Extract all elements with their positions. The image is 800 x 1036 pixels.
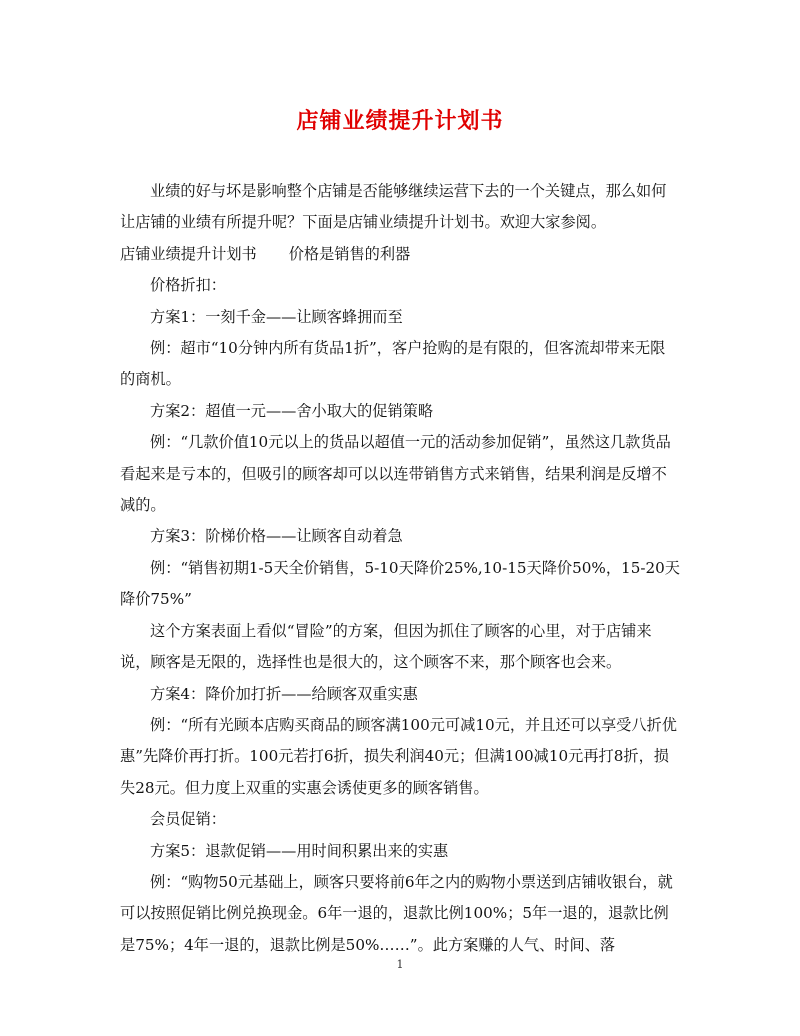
plan2-title: 方案2：超值一元——舍小取大的促销策略 xyxy=(150,401,434,420)
plan3-example: 例：“销售初期1-5天全价销售，5-10天降价25%,10-15天降价50%，15-20天降价75%” xyxy=(120,558,680,609)
heading-left: 店铺业绩提升计划书 xyxy=(120,244,257,263)
plan4-example: 例：“所有光顾本店购买商品的顾客满100元可减10元，并且还可以享受八折优惠”先降价再打折。100元若打6折，损失利润40元；但满100减10元再打8折，损失28元。但力度上双重的实惠会诱使更多的顾客销售。 xyxy=(120,715,677,797)
document-title: 店铺业绩提升计划书 xyxy=(296,108,504,134)
member-section-label: 会员促销： xyxy=(150,810,226,829)
section-heading xyxy=(120,239,680,270)
page-number: 1 xyxy=(396,958,404,971)
price-section-label: 价格折扣： xyxy=(150,276,226,295)
plan3-note: 这个方案表面上看似“冒险”的方案，但因为抓住了顾客的心里，对于店铺来说，顾客是无限的，选择性也是很大的，这个顾客不来，那个顾客也会来。 xyxy=(120,621,652,672)
document-body xyxy=(120,176,680,961)
plan5-example: 例：“购物50元基础上，顾客只要将前6年之内的购物小票送到店铺收银台，就可以按照促销比例兑换现金。6年一退的，退款比例100%；5年一退的，退款比例是75%；4年一退的，退款比例是50%……”。此方案赚的人气、时间、落 xyxy=(120,872,673,954)
plan5-title: 方案5：退款促销——用时间积累出来的实惠 xyxy=(150,841,449,860)
plan2-example: 例：“几款价值10元以上的货品以超值一元的活动参加促销”，虽然这几款货品看起来是亏本的，但吸引的顾客却可以以连带销售方式来销售，结果利润是反增不减的。 xyxy=(120,433,671,515)
plan1-title: 方案1：一刻千金——让顾客蜂拥而至 xyxy=(150,307,403,326)
plan1-example: 例：超市“10分钟内所有货品1折”，客户抢购的是有限的，但客流却带来无限的商机。 xyxy=(120,339,666,389)
intro-paragraph: 业绩的好与坏是影响整个店铺是否能够继续运营下去的一个关键点，那么如何让店铺的业绩有所提升呢？下面是店铺业绩提升计划书。欢迎大家参阅。 xyxy=(120,182,667,232)
plan4-title: 方案4：降价加打折——给顾客双重实惠 xyxy=(150,684,418,703)
plan3-title: 方案3：阶梯价格——让顾客自动着急 xyxy=(150,527,403,546)
heading-right: 价格是销售的利器 xyxy=(288,244,411,263)
